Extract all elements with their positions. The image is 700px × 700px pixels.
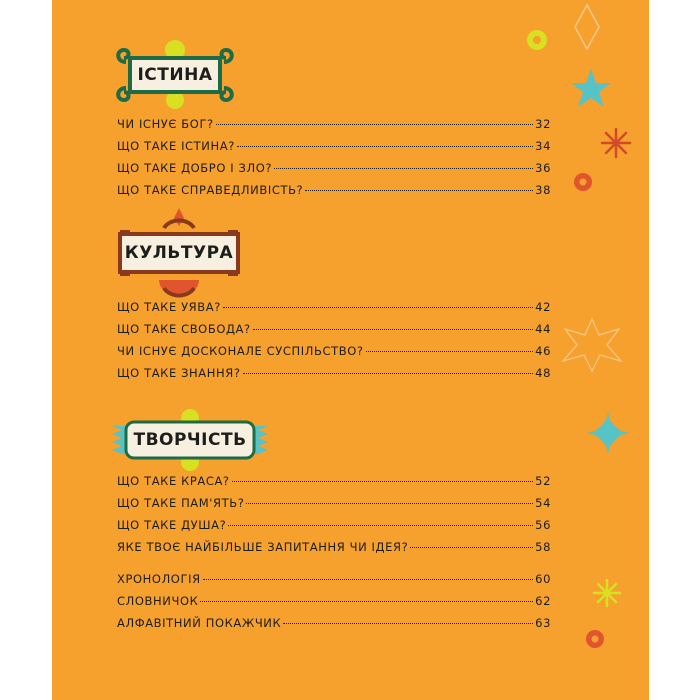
toc-entry-page: 44 bbox=[535, 322, 551, 336]
toc-entry-title: ЩО ТАКЕ УЯВА? bbox=[117, 300, 221, 314]
toc-entry[interactable] bbox=[117, 496, 551, 516]
section-badge-creativity bbox=[110, 408, 270, 472]
leader-dots bbox=[237, 146, 533, 147]
toc-entry-title: ЩО ТАКЕ СПРАВЕДЛИВІСТЬ? bbox=[117, 183, 304, 197]
section-badge-truth bbox=[112, 40, 238, 110]
leader-dots bbox=[200, 601, 533, 602]
leader-dots bbox=[305, 190, 533, 191]
toc-entry-page: 42 bbox=[535, 300, 551, 314]
toc-entry-title: ЩО ТАКЕ КРАСА? bbox=[117, 474, 230, 488]
leader-dots bbox=[203, 579, 533, 580]
toc-entry-page: 62 bbox=[535, 594, 551, 608]
section-badge-culture bbox=[114, 206, 244, 300]
leader-dots bbox=[253, 329, 533, 330]
toc-entry[interactable] bbox=[117, 344, 551, 364]
leader-dots bbox=[283, 623, 533, 624]
toc-entry-title: ЩО ТАКЕ ЗНАННЯ? bbox=[117, 366, 241, 380]
toc-entry[interactable] bbox=[117, 594, 551, 614]
toc-entry-title: ЩО ТАКЕ ПАМ'ЯТЬ? bbox=[117, 496, 245, 510]
section-heading: КУЛЬТУРА bbox=[124, 243, 234, 263]
toc-entry-page: 56 bbox=[535, 518, 551, 532]
toc-entry[interactable] bbox=[117, 300, 551, 320]
starburst-outline-icon bbox=[557, 315, 627, 375]
toc-entry-page: 60 bbox=[535, 572, 551, 586]
toc-entry[interactable] bbox=[117, 183, 551, 203]
toc-entry-page: 34 bbox=[535, 139, 551, 153]
toc-entry[interactable] bbox=[117, 322, 551, 342]
toc-entry-title: ЩО ТАКЕ СВОБОДА? bbox=[117, 322, 251, 336]
leader-dots bbox=[246, 503, 533, 504]
leader-dots bbox=[232, 481, 534, 482]
section-heading: ІСТИНА bbox=[137, 65, 213, 85]
toc-entry[interactable] bbox=[117, 616, 551, 636]
toc-entry-title: ЧИ ІСНУЄ БОГ? bbox=[117, 117, 214, 131]
toc-entry-title: ЧИ ІСНУЄ ДОСКОНАЛЕ СУСПІЛЬСТВО? bbox=[117, 344, 364, 358]
leader-dots bbox=[216, 124, 533, 125]
toc-entry-page: 46 bbox=[535, 344, 551, 358]
toc-entry-page: 58 bbox=[535, 540, 551, 554]
toc-entry[interactable] bbox=[117, 518, 551, 538]
toc-entry-page: 48 bbox=[535, 366, 551, 380]
toc-entry[interactable] bbox=[117, 117, 551, 137]
lime-flower-icon bbox=[525, 28, 549, 52]
red-flower-icon bbox=[572, 171, 594, 193]
toc-entry-title: ЯКЕ ТВОЄ НАЙБІЛЬШЕ ЗАПИТАННЯ ЧИ ІДЕЯ? bbox=[117, 540, 409, 554]
toc-entry-page: 63 bbox=[535, 616, 551, 630]
teal-star-icon bbox=[569, 67, 613, 111]
toc-entry-title: ЩО ТАКЕ ІСТИНА? bbox=[117, 139, 235, 153]
leader-dots bbox=[410, 547, 533, 548]
leader-dots bbox=[223, 307, 533, 308]
toc-entry-page: 54 bbox=[535, 496, 551, 510]
contents-page bbox=[52, 0, 649, 700]
section-heading: ТВОРЧІСТЬ bbox=[133, 430, 247, 450]
toc-entry-page: 38 bbox=[535, 183, 551, 197]
teal-burst-icon bbox=[585, 410, 631, 456]
leader-dots bbox=[366, 351, 534, 352]
leader-dots bbox=[243, 373, 534, 374]
lime-asterisk-icon bbox=[592, 578, 622, 608]
red-asterisk-icon bbox=[599, 126, 633, 160]
toc-entry-page: 32 bbox=[535, 117, 551, 131]
toc-entry[interactable] bbox=[117, 161, 551, 181]
toc-entry-title: ХРОНОЛОГІЯ bbox=[117, 572, 201, 586]
red-flower-small-icon bbox=[584, 628, 606, 650]
toc-entry[interactable] bbox=[117, 139, 551, 159]
diamond-outline-icon bbox=[572, 2, 602, 52]
toc-entry-title: АЛФАВІТНИЙ ПОКАЖЧИК bbox=[117, 616, 282, 630]
leader-dots bbox=[274, 168, 533, 169]
toc-entry-page: 52 bbox=[535, 474, 551, 488]
toc-entry[interactable] bbox=[117, 474, 551, 494]
toc-entry-page: 36 bbox=[535, 161, 551, 175]
leader-dots bbox=[228, 525, 533, 526]
toc-entry[interactable] bbox=[117, 540, 551, 560]
toc-entry-title: ЩО ТАКЕ ДОБРО І ЗЛО? bbox=[117, 161, 273, 175]
toc-entry[interactable] bbox=[117, 572, 551, 592]
toc-entry-title: ЩО ТАКЕ ДУША? bbox=[117, 518, 227, 532]
toc-entry[interactable] bbox=[117, 366, 551, 386]
toc-entry-title: СЛОВНИЧОК bbox=[117, 594, 199, 608]
